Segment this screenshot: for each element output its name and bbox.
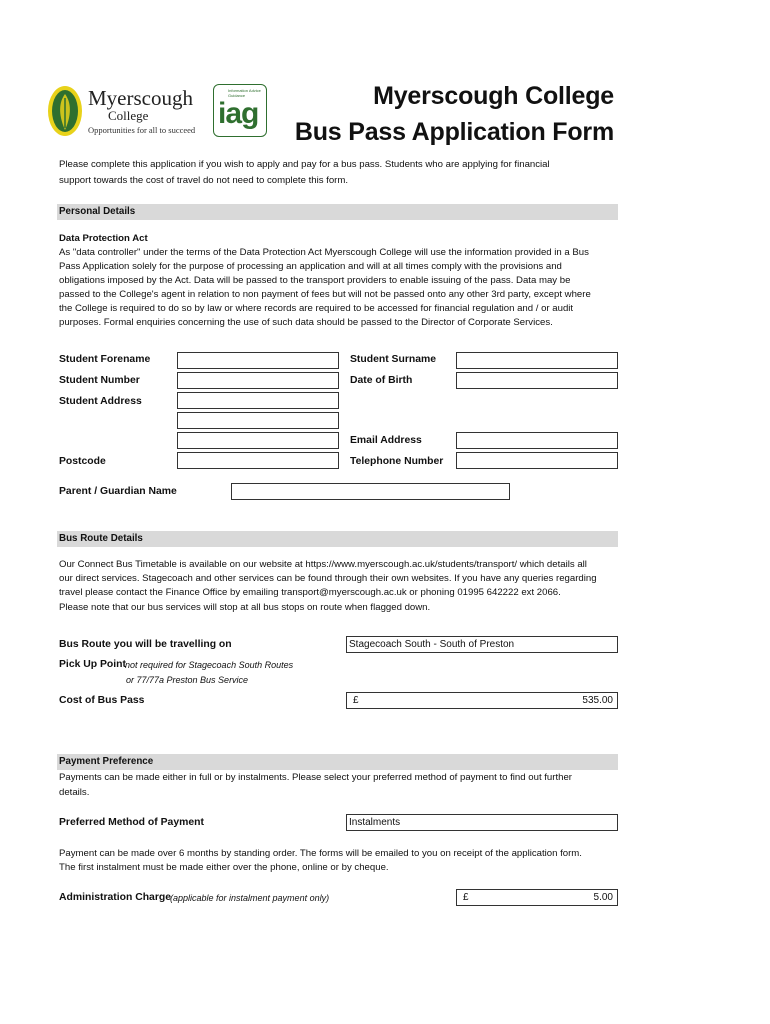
postcode-label: Postcode [59,456,106,467]
preferred-method-select[interactable] [346,814,618,831]
title-line1: Myerscough College [373,82,614,110]
admin-charge-note: (applicable for instalment payment only) [170,893,330,903]
dp-line: obligations imposed by the Act. Data will be passed to the transport providers to enable issuing of the pass. Data may be [59,275,571,286]
student-address-field-3[interactable] [177,432,339,449]
cost-of-bus-pass-field [346,692,618,709]
dp-line: the College is required to do so by law or where records are required to be accessed for financial regulation and / or audit [59,303,574,314]
myerscough-emblem-icon [46,84,84,138]
student-address-field-1[interactable] [177,392,339,409]
email-address-label: Email Address [350,435,422,446]
iag-logo [213,84,267,137]
section-personal-details: Personal Details [57,204,618,220]
admin-currency: £ [463,892,469,903]
bus-route-select[interactable] [346,636,618,653]
route-info-line: our direct services. Stagecoach and other services can be found through their own websites. If you have any queries regarding [59,573,597,585]
college-name-line2: College [108,108,149,123]
student-forename-field[interactable] [177,352,339,369]
preferred-method-value: Instalments [349,817,401,828]
student-address-label: Student Address [59,396,142,407]
college-name-line1: Myerscough [88,86,193,110]
student-forename-label: Student Forename [59,354,151,365]
pick-up-note-1: not required for Stagecoach South Routes [125,660,294,670]
pick-up-point-label: Pick Up Point [59,659,126,670]
bus-route-value: Stagecoach South - South of Preston [349,639,515,650]
bus-route-label: Bus Route you will be travelling on [59,639,232,650]
myerscough-logo [46,84,206,140]
dp-line: purposes. Formal enquiries concerning the use of such data should be passed to the Director of Corporate Services. [59,317,553,328]
intro-line2: support towards the cost of travel do not need to complete this form. [59,175,349,186]
parent-guardian-field[interactable] [231,483,510,500]
preferred-method-label: Preferred Method of Payment [59,817,204,828]
dp-line: Pass Application solely for the purpose of processing an application and will at all times comply with the provisions and [59,261,562,272]
section-bus-route-details: Bus Route Details [57,531,618,547]
college-tagline: Opportunities for all to succeed [88,125,196,135]
admin-charge-field [456,889,618,906]
parent-guardian-label: Parent / Guardian Name [59,486,177,497]
payment-note-line2: The first instalment must be made either over the phone, online or by cheque. [59,862,389,873]
student-surname-field[interactable] [456,352,618,369]
route-info-line: Our Connect Bus Timetable is available on our website at https://www.myerscough.ac.uk/students/transport/ which details all [59,559,587,570]
student-number-label: Student Number [59,375,140,386]
telephone-number-label: Telephone Number [350,456,444,467]
dp-line: passed to the College's agent in relation to non payment of fees but will not be passed onto any other 3rd party, except where [59,289,591,300]
email-address-field[interactable] [456,432,618,449]
telephone-number-field[interactable] [456,452,618,469]
student-number-field[interactable] [177,372,339,389]
title-line2: Bus Pass Application Form [294,118,614,146]
route-info-paragraph [59,558,597,615]
dp-title: Data Protection Act [59,233,148,244]
intro-line1: Please complete this application if you wish to apply and pay for a bus pass. Students who are applying for financial [59,159,550,170]
route-info-line: Please note that our bus services will stop at all bus stops on route when flagged down. [59,601,431,613]
iag-text: iag [218,97,259,130]
dp-line: As "data controller" under the terms of the Data Protection Act Myerscough College will use the information provided in a Bus [59,247,589,258]
student-address-field-2[interactable] [177,412,339,429]
dp-paragraph [59,246,591,330]
payment-info-line1: Payments can be made either in full or by instalments. Please select your preferred method of payment to find out further [59,772,572,783]
route-info-line: travel please contact the Finance Office by emailing transport@myerscough.ac.uk or phoning 01995 642222 ext 2066. [59,587,561,599]
postcode-field[interactable] [177,452,339,469]
iag-small-text: Information Advice Guidance [228,88,261,98]
cost-currency: £ [353,695,359,706]
date-of-birth-label: Date of Birth [350,375,413,386]
payment-info-line2: details. [59,787,90,798]
section-payment-preference: Payment Preference [57,754,618,770]
pick-up-note-2: or 77/77a Preston Bus Service [126,675,249,685]
admin-value: 5.00 [593,892,613,903]
cost-of-bus-pass-label: Cost of Bus Pass [59,695,145,706]
student-surname-label: Student Surname [350,354,437,365]
admin-charge-label: Administration Charge [59,892,171,903]
cost-value: 535.00 [582,695,613,706]
date-of-birth-field[interactable] [456,372,618,389]
payment-note-line1: Payment can be made over 6 months by standing order. The forms will be emailed to you on receipt of the application form. [59,848,582,859]
